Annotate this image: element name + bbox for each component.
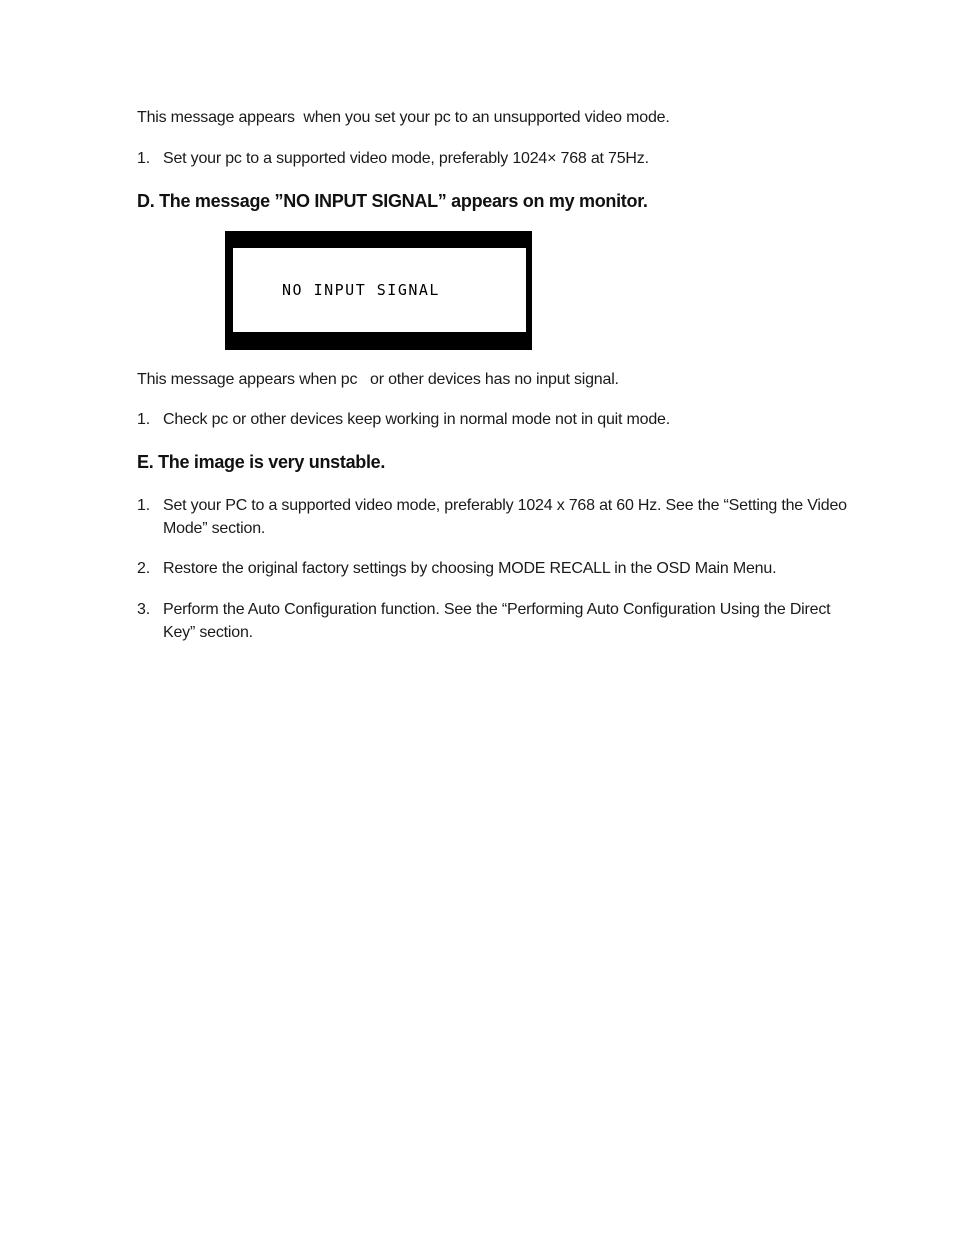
- list-item-text: Set your pc to a supported video mode, preferably 1024× 768 at 75Hz.: [163, 150, 649, 167]
- list-item-text: Perform the Auto Configuration function. See the “Performing Auto Configuration Using the Direct Key” section.: [163, 601, 831, 641]
- unsupported-mode-message-text: This message appears when you set your pc to an unsupported video mode.: [137, 109, 670, 126]
- osd-message-text: NO INPUT SIGNAL: [282, 281, 440, 299]
- list-item: [137, 408, 847, 431]
- list-item: [137, 147, 847, 170]
- section-d-heading: D. The message ”NO INPUT SIGNAL” appears on my monitor.: [137, 191, 648, 211]
- list-item-text: Restore the original factory settings by choosing MODE RECALL in the OSD Main Menu.: [163, 560, 777, 577]
- list-item: [137, 494, 847, 540]
- osd-message-illustration: [225, 231, 532, 350]
- list-item-number: 2.: [137, 560, 150, 577]
- section-e-heading: E. The image is very unstable.: [137, 452, 386, 472]
- list-item: [137, 598, 847, 644]
- list-item-number: 1.: [137, 497, 150, 514]
- list-item-text: Set your PC to a supported video mode, preferably 1024 x 768 at 60 Hz. See the “Setting the Video Mode” section.: [163, 497, 847, 537]
- list-item-number: 1.: [137, 411, 150, 428]
- list-item: [137, 557, 847, 580]
- no-input-message-text: This message appears when pc or other devices has no input signal.: [137, 371, 619, 388]
- list-item-text: Check pc or other devices keep working in normal mode not in quit mode.: [163, 411, 670, 428]
- list-item-number: 1.: [137, 150, 150, 167]
- list-item-number: 3.: [137, 601, 150, 618]
